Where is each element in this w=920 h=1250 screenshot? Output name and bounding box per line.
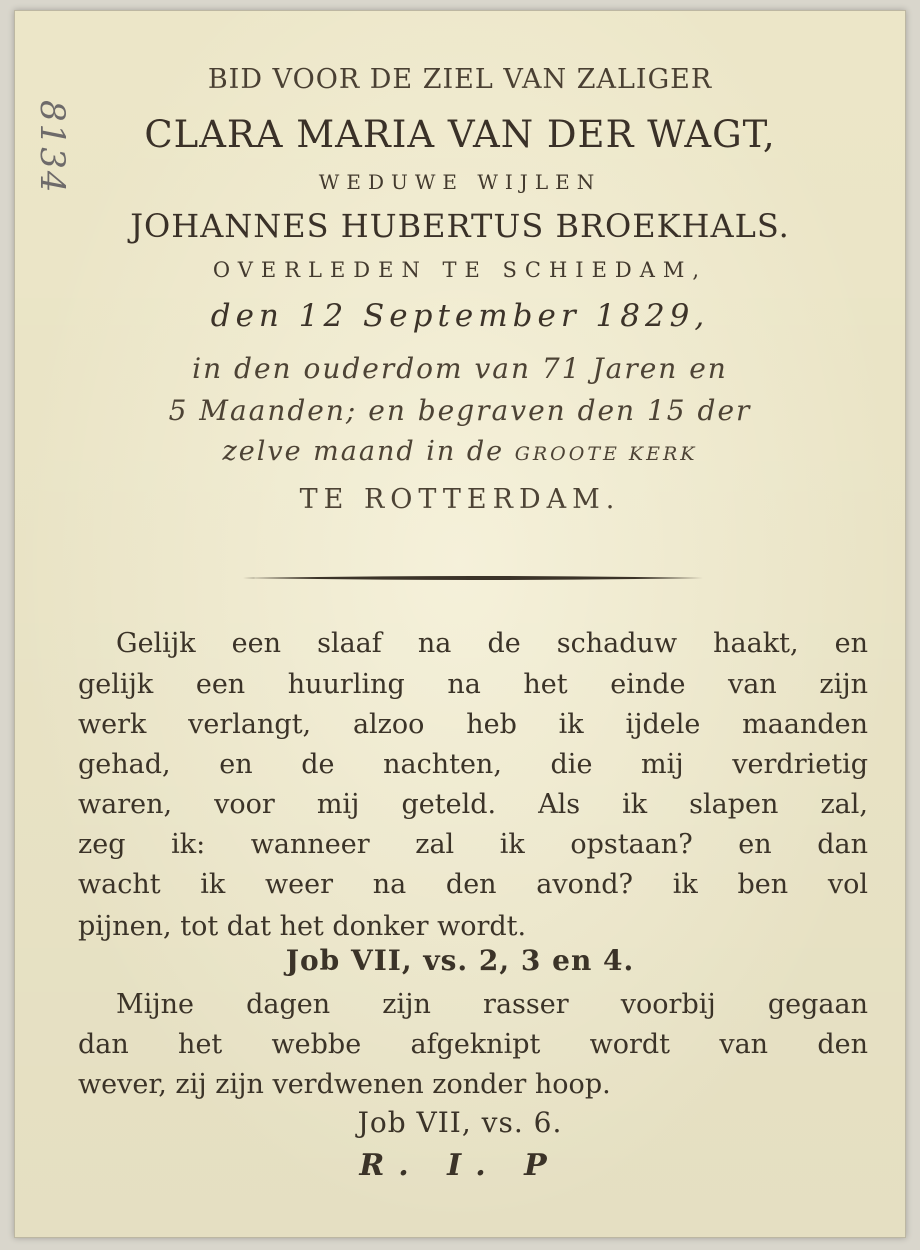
burial-line-text: zelve maand in de (222, 436, 515, 467)
widow-line: WEDUWE WIJLEN (318, 170, 602, 194)
verse2-line: Mijne dagen zijn rasser voorbij gegaan (116, 989, 868, 1020)
burial-city: TE ROTTERDAM. (299, 484, 621, 515)
prayer-heading: BID VOOR DE ZIEL VAN ZALIGER (207, 64, 713, 95)
handwritten-inventory-number: 8134 (32, 100, 72, 195)
church-name: GROOTE KERK (514, 443, 698, 465)
verse1-line: pijnen, tot dat het donker wordt. (78, 911, 527, 942)
rip-closing: R. I. P (359, 1148, 561, 1183)
verse1-line: waren, voor mij geteld. Als ik slapen zal, (78, 789, 868, 820)
death-place: OVERLEDEN TE SCHIEDAM, (212, 258, 708, 282)
age-line-2: 5 Maanden; en begraven den 15 der (168, 394, 752, 427)
verse2-line: wever, zij zijn verdwenen zonder hoop. (78, 1069, 611, 1100)
scripture-reference-1: Job VII, vs. 2, 3 en 4. (285, 944, 635, 977)
scripture-reference-2: Job VII, vs. 6. (357, 1106, 563, 1139)
verse1-line: zeg ik: wanneer zal ik opstaan? en dan (78, 829, 868, 860)
burial-line (0, 436, 920, 467)
verse1-line: gelijk een huurling na het einde van zijn (78, 669, 868, 700)
death-date: den 12 September 1829, (210, 298, 710, 334)
deceased-name: CLARA MARIA VAN DER WAGT, (144, 113, 776, 156)
verse2-line: dan het webbe afgeknipt wordt van den (78, 1029, 868, 1060)
age-line-1: in den ouderdom van 71 Jaren en (192, 352, 728, 385)
verse1-line: Gelijk een slaaf na de schaduw haakt, en (116, 628, 868, 659)
verse1-line: gehad, en de nachten, die mij verdrietig (78, 749, 868, 780)
verse1-line: wacht ik weer na den avond? ik ben vol (78, 869, 868, 900)
verse1-line: werk verlangt, alzoo heb ik ijdele maanden (78, 709, 868, 740)
ornamental-divider (243, 575, 703, 581)
spouse-name: JOHANNES HUBERTUS BROEKHALS. (130, 207, 790, 245)
